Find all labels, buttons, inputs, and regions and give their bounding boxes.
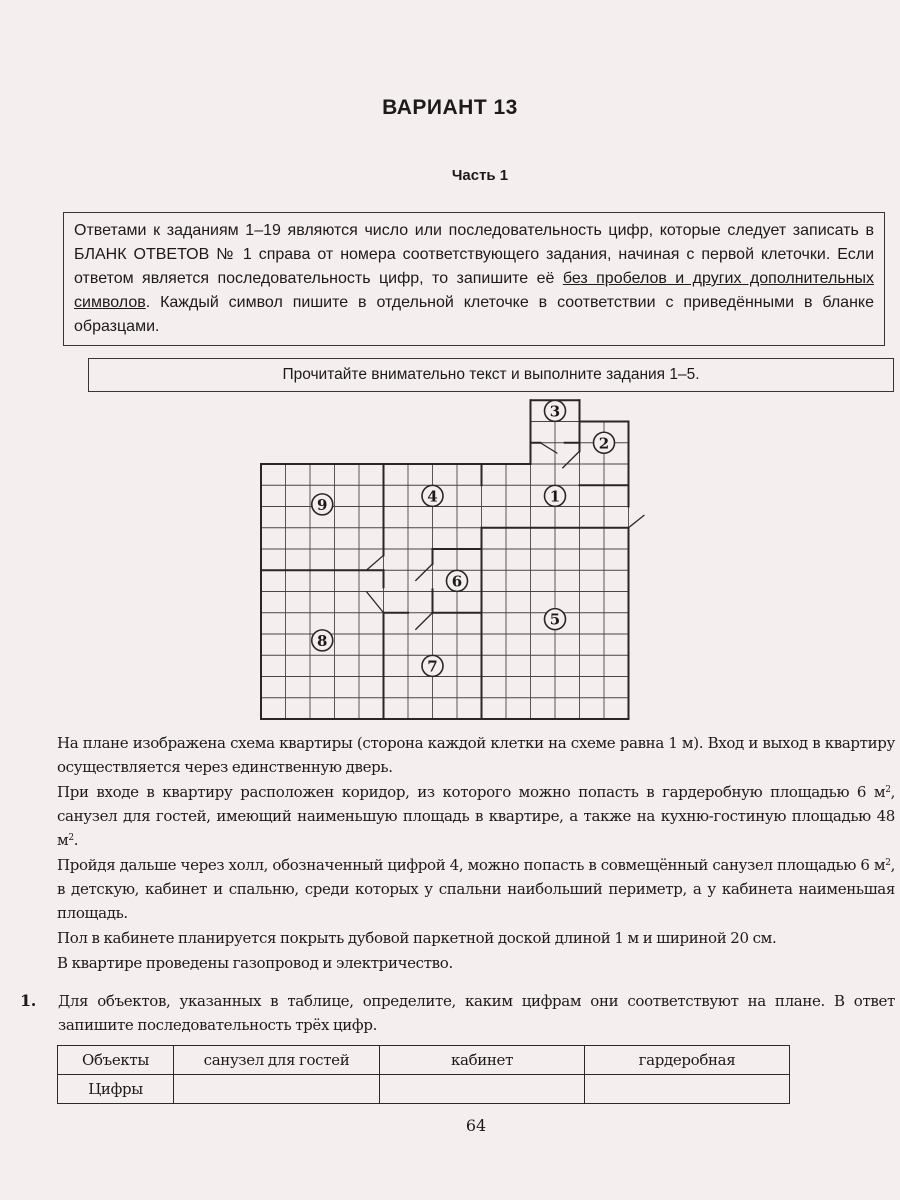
plan-description-4: Пол в кабинете планируется покрыть дубовой паркетной доской длиной 1 м и шириной 20 см. xyxy=(57,929,777,947)
lower-text-column xyxy=(20,731,895,1138)
desc-3a: Пройдя дальше через холл, обозначенный цифрой 4, можно попасть в совмещённый санузел площадью 6 м xyxy=(57,856,886,874)
answer-cell-wardrobe[interactable] xyxy=(585,1075,790,1104)
superscript: 2 xyxy=(885,858,891,868)
door-swing xyxy=(415,564,432,581)
room-label-text: 2 xyxy=(598,434,610,453)
room-label-text: 1 xyxy=(549,487,561,506)
room-label-3 xyxy=(545,400,566,421)
room-label-8 xyxy=(312,630,333,651)
door-swing xyxy=(366,555,383,570)
instructions-text-end: . Каждый символ пишите в отдельной клеточке в соответствии с приведёнными в бланке образцами. xyxy=(74,294,874,335)
room-label-9 xyxy=(312,494,333,515)
desc-2b: , санузел для гостей, имеющий наименьшую площадь в квартире, а также на кухню-гостиную площадью 48 м xyxy=(57,783,895,849)
task-number: 1. xyxy=(20,991,37,1010)
plan-description-3 xyxy=(57,853,895,925)
room-label-text: 6 xyxy=(451,572,463,591)
read-prompt-box xyxy=(88,358,894,392)
room-label-7 xyxy=(422,655,443,676)
plan-grid xyxy=(261,400,629,719)
instructions-box xyxy=(63,212,885,346)
table-header-cell: Объекты xyxy=(58,1046,174,1075)
plan-description-1: На плане изображена схема квартиры (сторона каждой клетки на схеме равна 1 м). Вход и выход в квартиру осуществляется через единственную дверь. xyxy=(57,734,895,776)
plan-walls xyxy=(261,400,629,719)
row-label: Цифры xyxy=(58,1075,174,1104)
table-header-cell: санузел для гостей xyxy=(174,1046,380,1075)
room-label-text: 4 xyxy=(427,487,438,506)
part-title: Часть 1 xyxy=(451,167,509,184)
room-label-text: 3 xyxy=(549,402,561,421)
table-header-cell: гардеробная xyxy=(585,1046,790,1075)
instructions-underlined: без пробелов и других дополнительных символов xyxy=(74,270,874,311)
room-label-6 xyxy=(447,570,468,591)
room-label-text: 9 xyxy=(317,495,328,514)
read-prompt: Прочитайте внимательно текст и выполните задания 1–5. xyxy=(282,366,700,383)
answer-cell-office[interactable] xyxy=(380,1075,585,1104)
plan-description-5: В квартире проведены газопровод и электричество. xyxy=(57,954,453,972)
instructions-text: Ответами к заданиям 1–19 являются число или последовательность цифр, которые следует записать в БЛАНК ОТВЕТОВ № 1 справа от номера соответствующего задания, начиная с первой клеточки. Если ответом является последовательность цифр, то запишите её xyxy=(74,222,874,287)
door-swing xyxy=(629,515,645,528)
table-row xyxy=(58,1075,790,1104)
superscript: 2 xyxy=(68,833,74,843)
door-swing xyxy=(366,592,383,613)
task-1 xyxy=(20,989,895,1037)
answer-cell-guest-bathroom[interactable] xyxy=(174,1075,380,1104)
room-label-2 xyxy=(594,432,615,453)
variant-title: ВАРИАНТ 13 xyxy=(382,96,518,119)
door-swing xyxy=(562,451,579,468)
table-header-cell: кабинет xyxy=(380,1046,585,1075)
answer-table xyxy=(57,1045,790,1104)
room-label-1 xyxy=(545,485,566,506)
door-swing xyxy=(415,613,432,630)
superscript: 2 xyxy=(885,785,891,795)
room-label-text: 7 xyxy=(427,657,438,676)
room-label-5 xyxy=(545,609,566,630)
plan-description-2 xyxy=(57,780,895,852)
desc-2a: При входе в квартиру расположен коридор, из которого можно попасть в гардеробную площадью 6 м xyxy=(57,783,886,801)
room-label-4 xyxy=(422,485,443,506)
page-number: 64 xyxy=(465,1116,487,1135)
task-text: Для объектов, указанных в таблице, определите, каким цифрам они соответствуют на плане. В ответ запишите последовательность трёх цифр. xyxy=(58,992,895,1034)
table-header-row xyxy=(58,1046,790,1075)
desc-2c: . xyxy=(73,831,79,849)
desc-3b: , в детскую, кабинет и спальню, среди которых у спальни наибольший периметр, а у кабинета наименьшая площадь. xyxy=(57,856,895,922)
room-label-text: 8 xyxy=(317,631,328,650)
room-label-text: 5 xyxy=(549,610,561,629)
